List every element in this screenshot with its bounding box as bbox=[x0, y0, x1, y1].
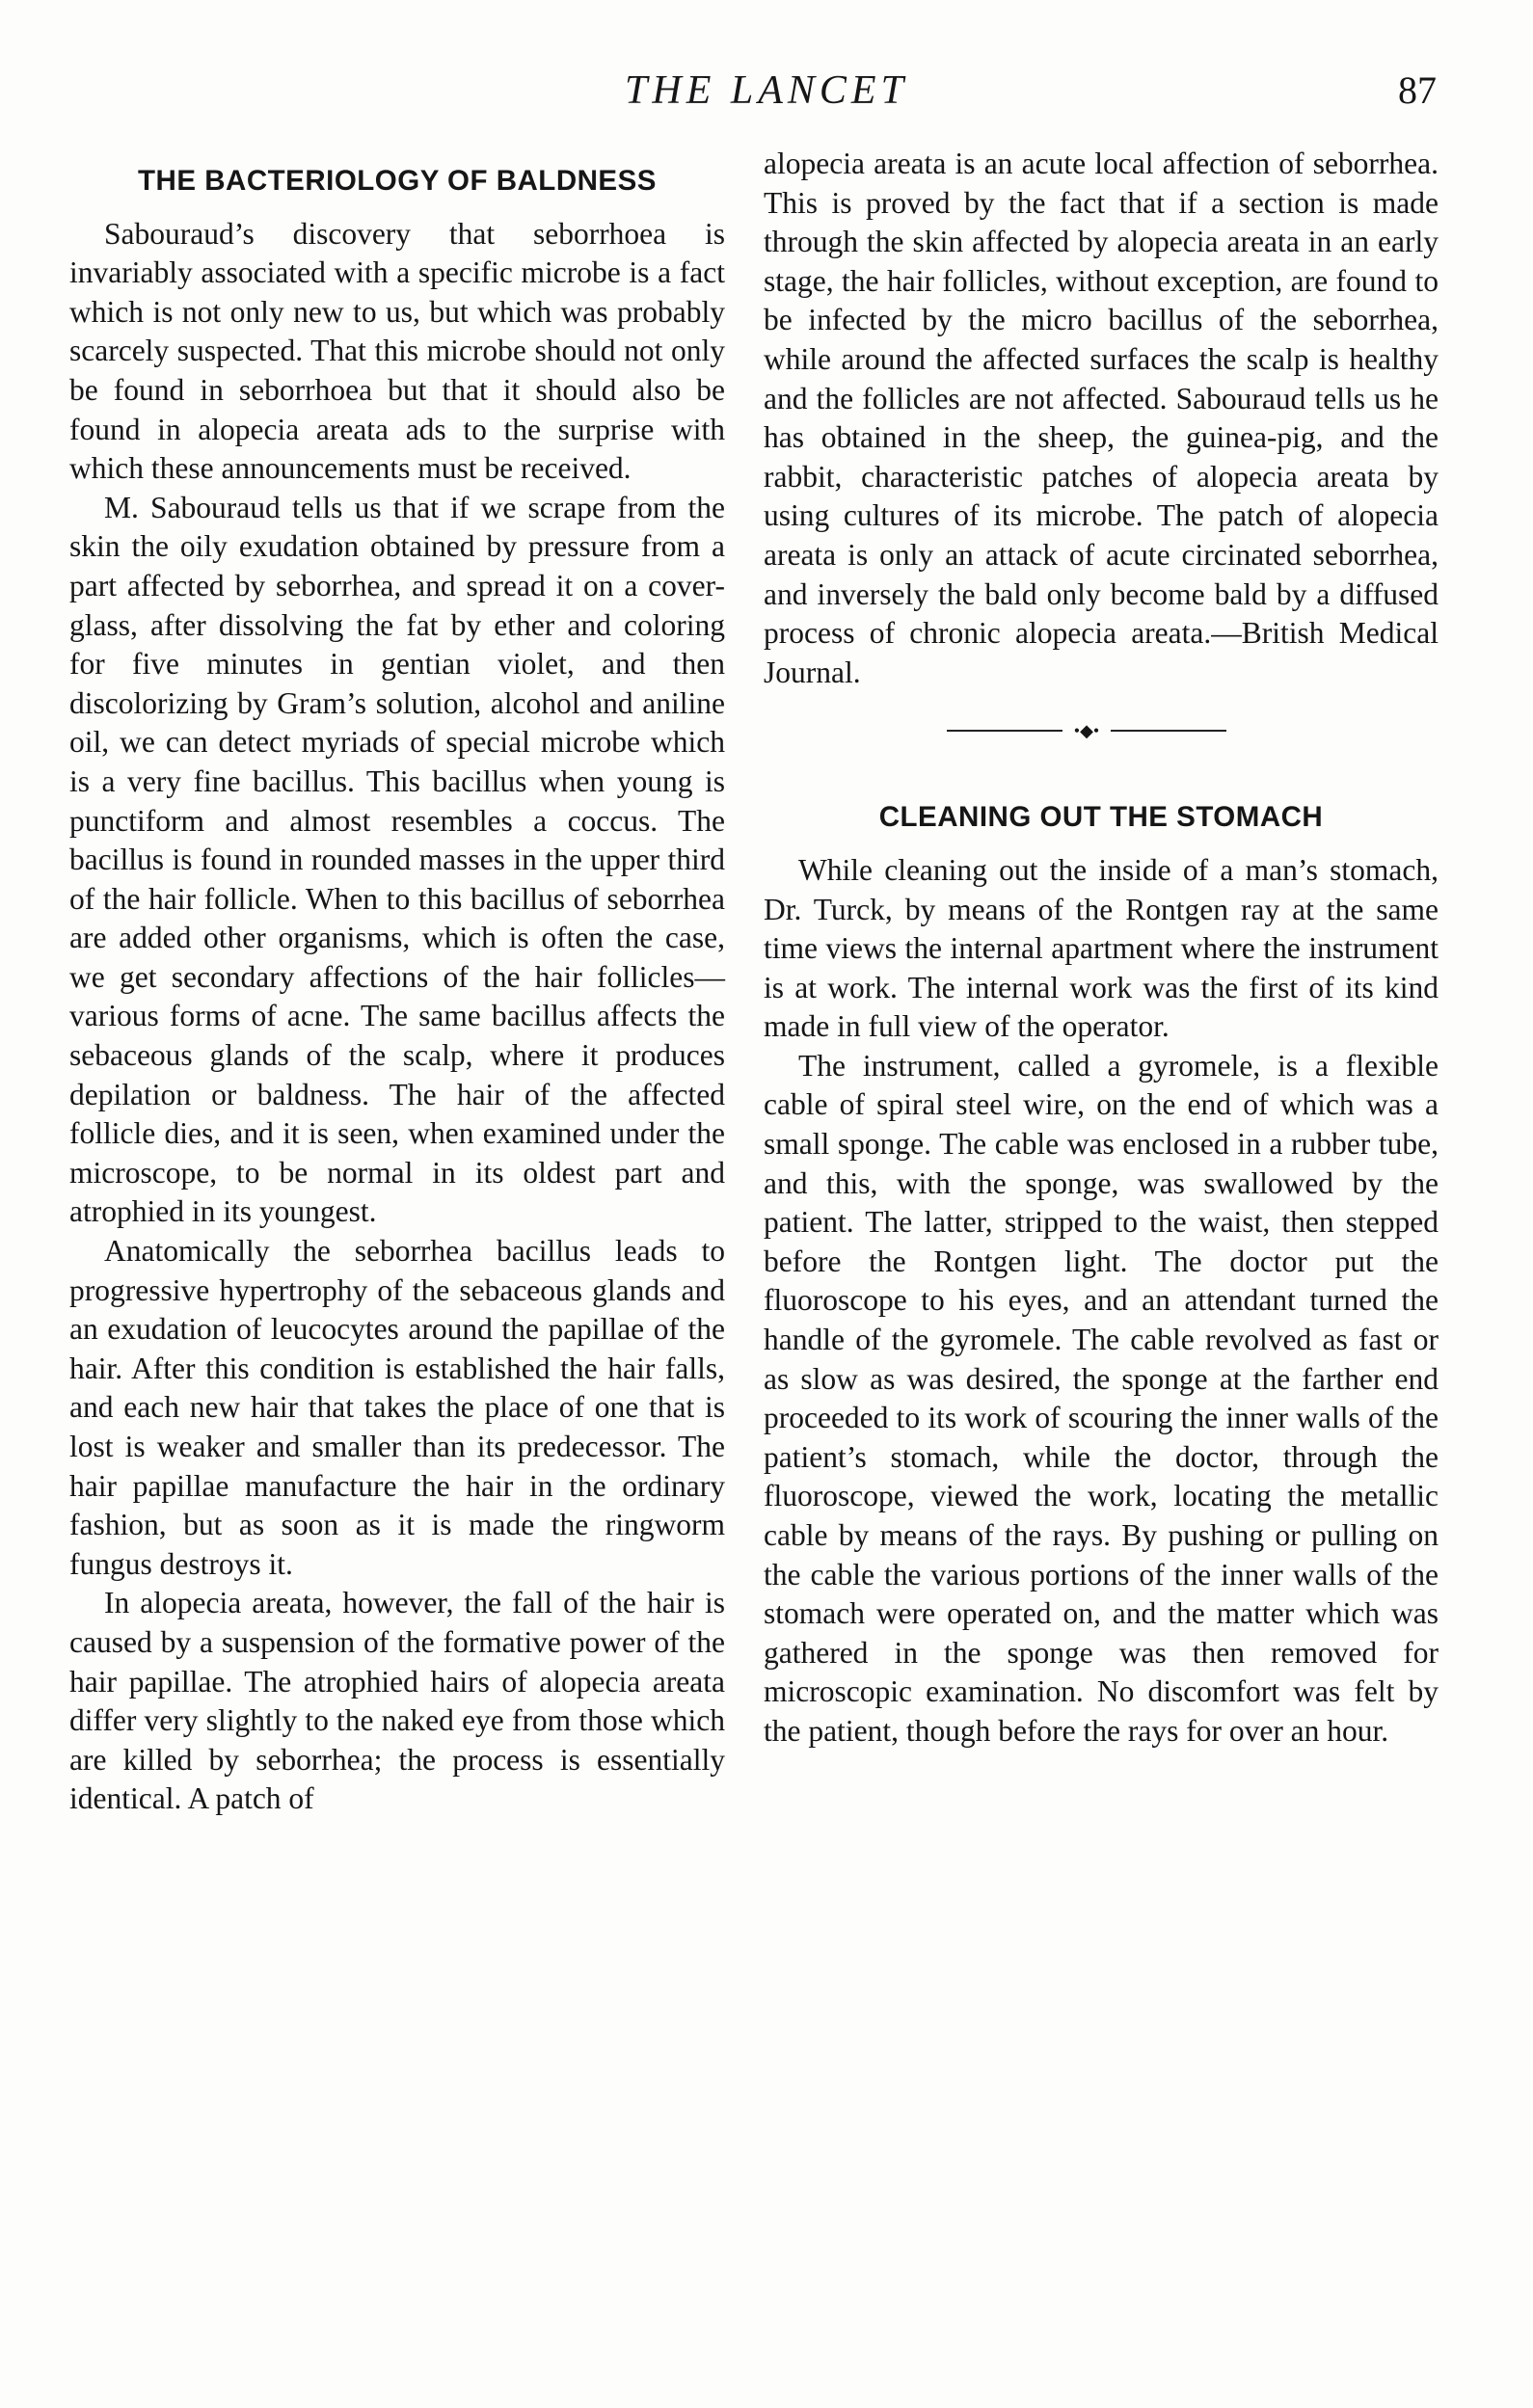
paragraph-continued: alopecia areata is an acute local affection of seborrhea. This is proved by the fact that if a section is made through the skin affected by alopecia areata in an early stage, the hair follicles, without exception, are found to be infected by the micro bacillus of the seborrhea, while around the affected surfaces the scalp is healthy and the follicles are not affected. Sabouraud tells us he has obtained in the sheep, the guinea-pig, and the rabbit, characteristic patches of alopecia areata by using cultures of its microbe. The patch of alopecia areata is only an attack of acute circinated seborrhea, and inversely the bald only become bald by a diffused process of chronic alopecia areata.—British Medical Journal. bbox=[764, 147, 1439, 689]
paragraph: While cleaning out the inside of a man’s stomach, Dr. Turck, by means of the Rontgen ray at the same time views the internal apartment where the instrument is at work. The internal work was the first of its kind made in full view of the operator. bbox=[764, 852, 1439, 1044]
paragraph: Sabouraud’s discovery that seborrhoea is invariably associated with a specific microbe is a fact which is not only new to us, but which was probably scarcely suspected. That this microbe should not only be found in seborrhoea but that it should also be found in alopecia areata ads to the surprise with which these announcements must be received. bbox=[69, 216, 725, 486]
right-column bbox=[764, 145, 1439, 1752]
paragraph: Anatomically the seborrhea bacillus leads to progressive hypertrophy of the sebaceous glands and an exudation of leucocytes around the papillae of the hair. After this condition is established the hair falls, and each new hair that takes the place of one that is lost is weaker and smaller than its predecessor. The hair papillae manufacture the hair in the ordinary fashion, but as soon as it is made the ringworm fungus destroys it. bbox=[69, 1234, 725, 1581]
article-title-baldness: THE BACTERIOLOGY OF BALDNESS bbox=[138, 165, 657, 197]
separator-ornament-icon: •◆• bbox=[1062, 721, 1111, 740]
article-title-stomach: CLEANING OUT THE STOMACH bbox=[878, 801, 1324, 834]
left-column bbox=[69, 145, 725, 1819]
paragraph: The instrument, called a gyromele, is a flexible cable of spiral steel wire, on the end of which was a small sponge. The cable was enclosed in a rubber tube, and this, with the sponge, was swallowed by the patient. The latter, stripped to the waist, then stepped before the Rontgen light. The doctor put the fluoroscope to his eyes, and an attendant turned the handle of the gyromele. The cable revolved as fast or as slow as was desired, the sponge at the farther end proceeded to its work of scouring the inner walls of the patient’s stomach, while the doctor, through the fluoroscope, viewed the work, locating the metallic cable by means of the rays. By pushing or pulling on the cable the various portions of the inner walls of the stomach were operated on, and the matter which was gathered in the sponge was then removed for microscopic examination. No discomfort was felt by the patient, though before the rays for over an hour. bbox=[764, 1048, 1439, 1748]
paragraph: In alopecia areata, however, the fall of the hair is caused by a suspension of the formative power of the hair papillae. The atrophied hairs of alopecia areata differ very slightly to the naked eye from those which are killed by seborrhea; the process is essentially identical. A patch of bbox=[69, 1586, 725, 1816]
journal-title: THE LANCET bbox=[625, 68, 908, 113]
paragraph: M. Sabouraud tells us that if we scrape from the skin the oily exudation obtained by pressure from a part affected by seborrhea, and spread it on a cover-glass, after dissolving the fat by ether and coloring for five minutes in gentian violet, and then discolorizing by Gram’s solution, alcohol and aniline oil, we can detect myriads of special microbe which is a very fine bacillus. This bacillus when young is punctiform and almost resembles a coccus. The bacillus is found in rounded masses in the upper third of the hair follicle. When to this bacillus of seborrhea are added other organisms, which is often the case, we get secondary affections of the hair follicles—various forms of acne. The same bacillus affects the sebaceous glands of the scalp, where it produces depilation or baldness. The hair of the affected follicle dies, and it is seen, when examined under the microscope, to be normal in its oldest part and atrophied in its youngest. bbox=[69, 490, 725, 1229]
section-separator bbox=[764, 721, 1439, 740]
running-head bbox=[0, 67, 1533, 125]
page-number: 87 bbox=[1398, 68, 1437, 112]
